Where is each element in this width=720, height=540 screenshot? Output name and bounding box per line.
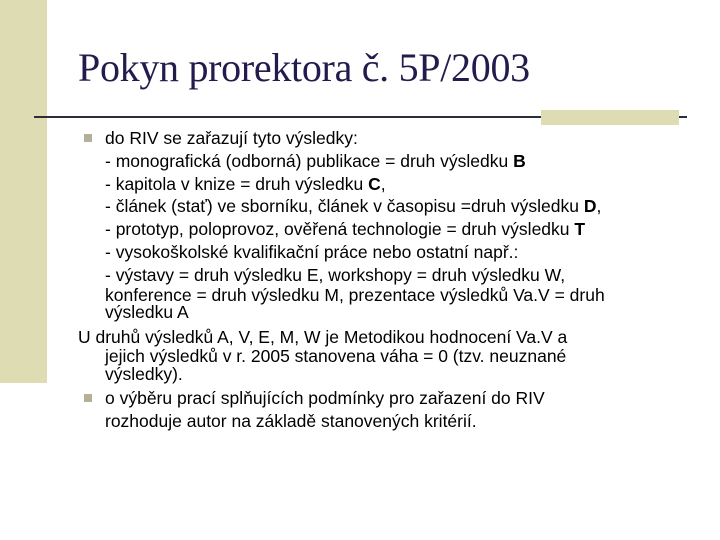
note-continuation (84, 363, 684, 384)
item-code: B (513, 150, 526, 171)
list-item (84, 264, 684, 287)
note-text: U druhů výsledků A, V, E, M, W je Metodikou hodnocení Va.V a (78, 326, 568, 347)
intro-text: do RIV se zařazují tyto výsledky: (105, 128, 358, 148)
item-text: - výstavy = druh výsledku E, workshopy = druh výsledku W, (105, 264, 566, 285)
item-text: výsledku A (105, 302, 189, 323)
square-bullet-icon (84, 134, 92, 142)
note-paragraph (78, 326, 684, 349)
side-decoration-band (0, 0, 47, 383)
note-text: jejich výsledků v r. 2005 stanovena váha = 0 (tzv. neuznané (105, 346, 567, 367)
list-item (84, 150, 684, 173)
slide-body (78, 127, 684, 433)
bullet-intro (84, 127, 684, 150)
final-text: o výběru prací splňujících podmínky pro zařazení do RIV (105, 388, 545, 409)
item-text: - článek (stať) ve sborníku, článek v časopisu =druh výsledku (105, 196, 584, 217)
final-text: rozhoduje autor na základě stanovených kritérií. (105, 411, 477, 432)
list-item-continuation (84, 304, 684, 322)
item-text: - vysokoškolské kvalifikační práce nebo ostatní např.: (105, 241, 519, 262)
item-text: - kapitola v knize = druh výsledku (105, 173, 369, 194)
square-bullet-icon (84, 394, 92, 402)
list-item (84, 173, 684, 196)
list-item (84, 218, 684, 241)
item-text: - prototyp, poloprovoz, ověřená technologie = druh výsledku (105, 219, 575, 240)
item-text: konference = druh výsledku M, prezentace výsledků Va.V = druh (105, 284, 605, 305)
list-item (84, 195, 684, 218)
list-item (84, 241, 684, 264)
note-text: výsledky). (105, 363, 183, 384)
item-code: D (583, 196, 597, 217)
bullet-final (84, 387, 684, 410)
item-code: T (574, 219, 586, 240)
item-code: C (368, 173, 381, 194)
bullet-final-continuation (84, 410, 684, 433)
slide-title: Pokyn prorektora č. 5P/2003 (78, 45, 530, 90)
divider-accent-box (541, 110, 679, 125)
item-text: - monografická (odborná) publikace = druh výsledku (105, 150, 514, 171)
item-suffix: , (380, 173, 386, 194)
item-suffix: , (596, 196, 602, 217)
